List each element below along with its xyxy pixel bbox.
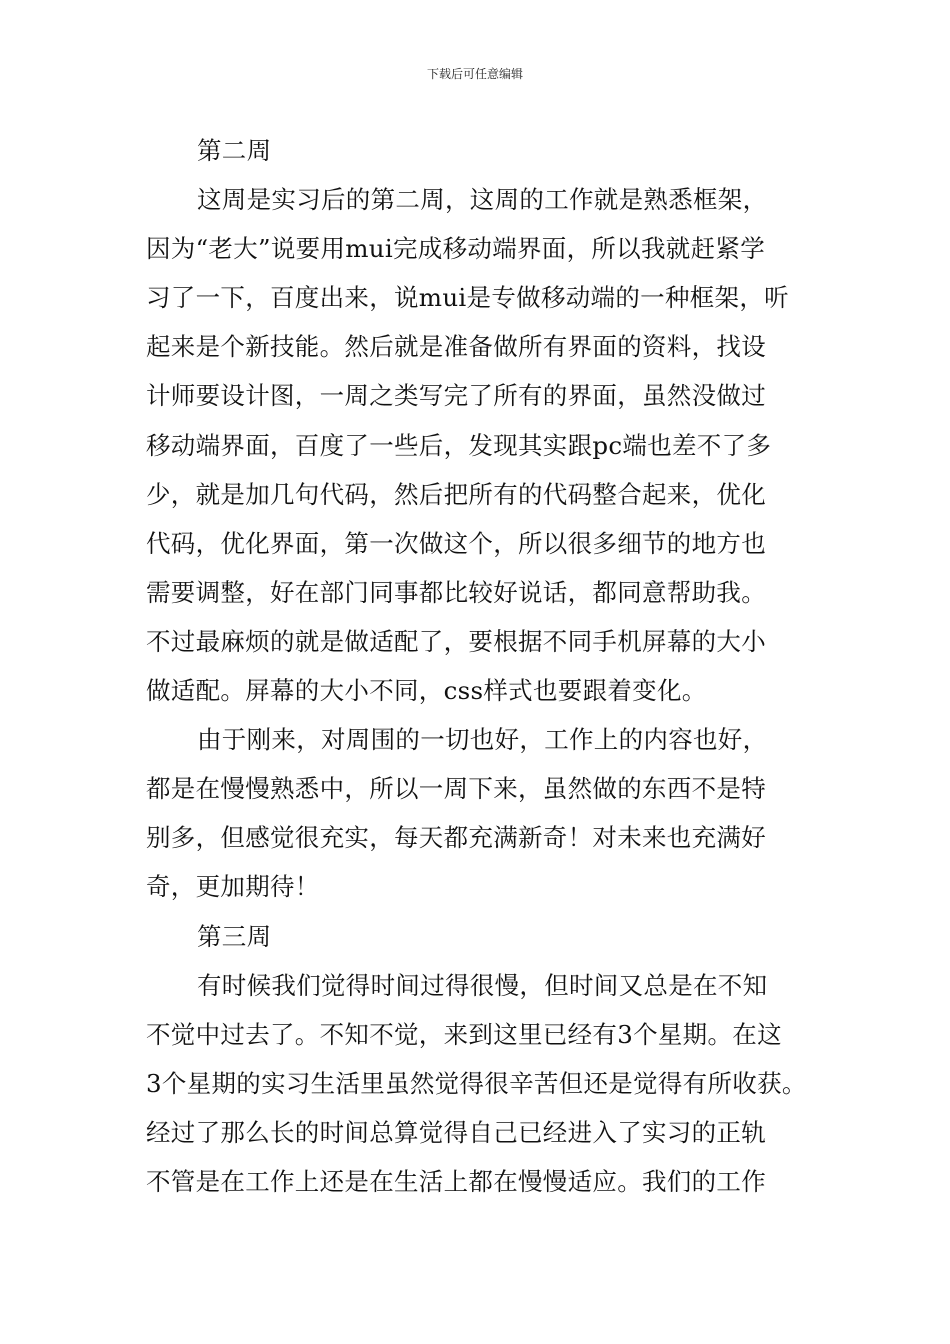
text-line: 由于刚来，对周围的一切也好，工作上的内容也好， — [197, 725, 768, 755]
text-line: 不过最麻烦的就是做适配了，要根据不同手机屏幕的大小 — [146, 626, 766, 656]
text-line: 有时候我们觉得时间过得很慢，但时间又总是在不知 — [197, 970, 768, 1000]
text-line: 移动端界面，百度了一些后，发现其实跟pc端也差不了多 — [146, 430, 772, 460]
text-line: 经过了那么长的时间总算觉得自己已经进入了实习的正轨 — [146, 1117, 766, 1147]
text-line: 都是在慢慢熟悉中，所以一周下来，虽然做的东西不是特 — [146, 774, 766, 804]
section-heading-week-3: 第三周 — [197, 921, 272, 951]
section-heading-week-2: 第二周 — [197, 136, 272, 165]
text-line: 做适配。屏幕的大小不同，css样式也要跟着变化。 — [146, 676, 707, 706]
text-line: 计师要设计图，一周之类写完了所有的界面，虽然没做过 — [146, 381, 766, 411]
text-line: 习了一下，百度出来，说mui是专做移动端的一种框架，听 — [146, 283, 789, 313]
page-header-note: 下载后可任意编辑 — [426, 67, 523, 81]
text-line: 少，就是加几句代码，然后把所有的代码整合起来，优化 — [146, 479, 766, 509]
text-line: 代码，优化界面，第一次做这个，所以很多细节的地方也 — [146, 528, 766, 558]
text-line: 3个星期的实习生活里虽然觉得很辛苦但还是觉得有所收获。 — [146, 1068, 807, 1098]
text-line: 起来是个新技能。然后就是准备做所有界面的资料，找设 — [146, 332, 766, 362]
text-line: 因为“老大”说要用mui完成移动端界面，所以我就赶紧学 — [146, 234, 765, 264]
text-line: 这周是实习后的第二周，这周的工作就是熟悉框架， — [197, 185, 768, 215]
text-line: 奇，更加期待！ — [146, 872, 320, 902]
document-body — [146, 126, 814, 1206]
text-line: 别多，但感觉很充实，每天都充满新奇！对未来也充满好 — [146, 823, 766, 853]
text-line: 不觉中过去了。不知不觉，来到这里已经有3个星期。在这 — [146, 1019, 782, 1049]
text-line: 需要调整，好在部门同事都比较好说话，都同意帮助我。 — [146, 577, 766, 607]
text-line: 不管是在工作上还是在生活上都在慢慢适应。我们的工作 — [146, 1166, 766, 1196]
